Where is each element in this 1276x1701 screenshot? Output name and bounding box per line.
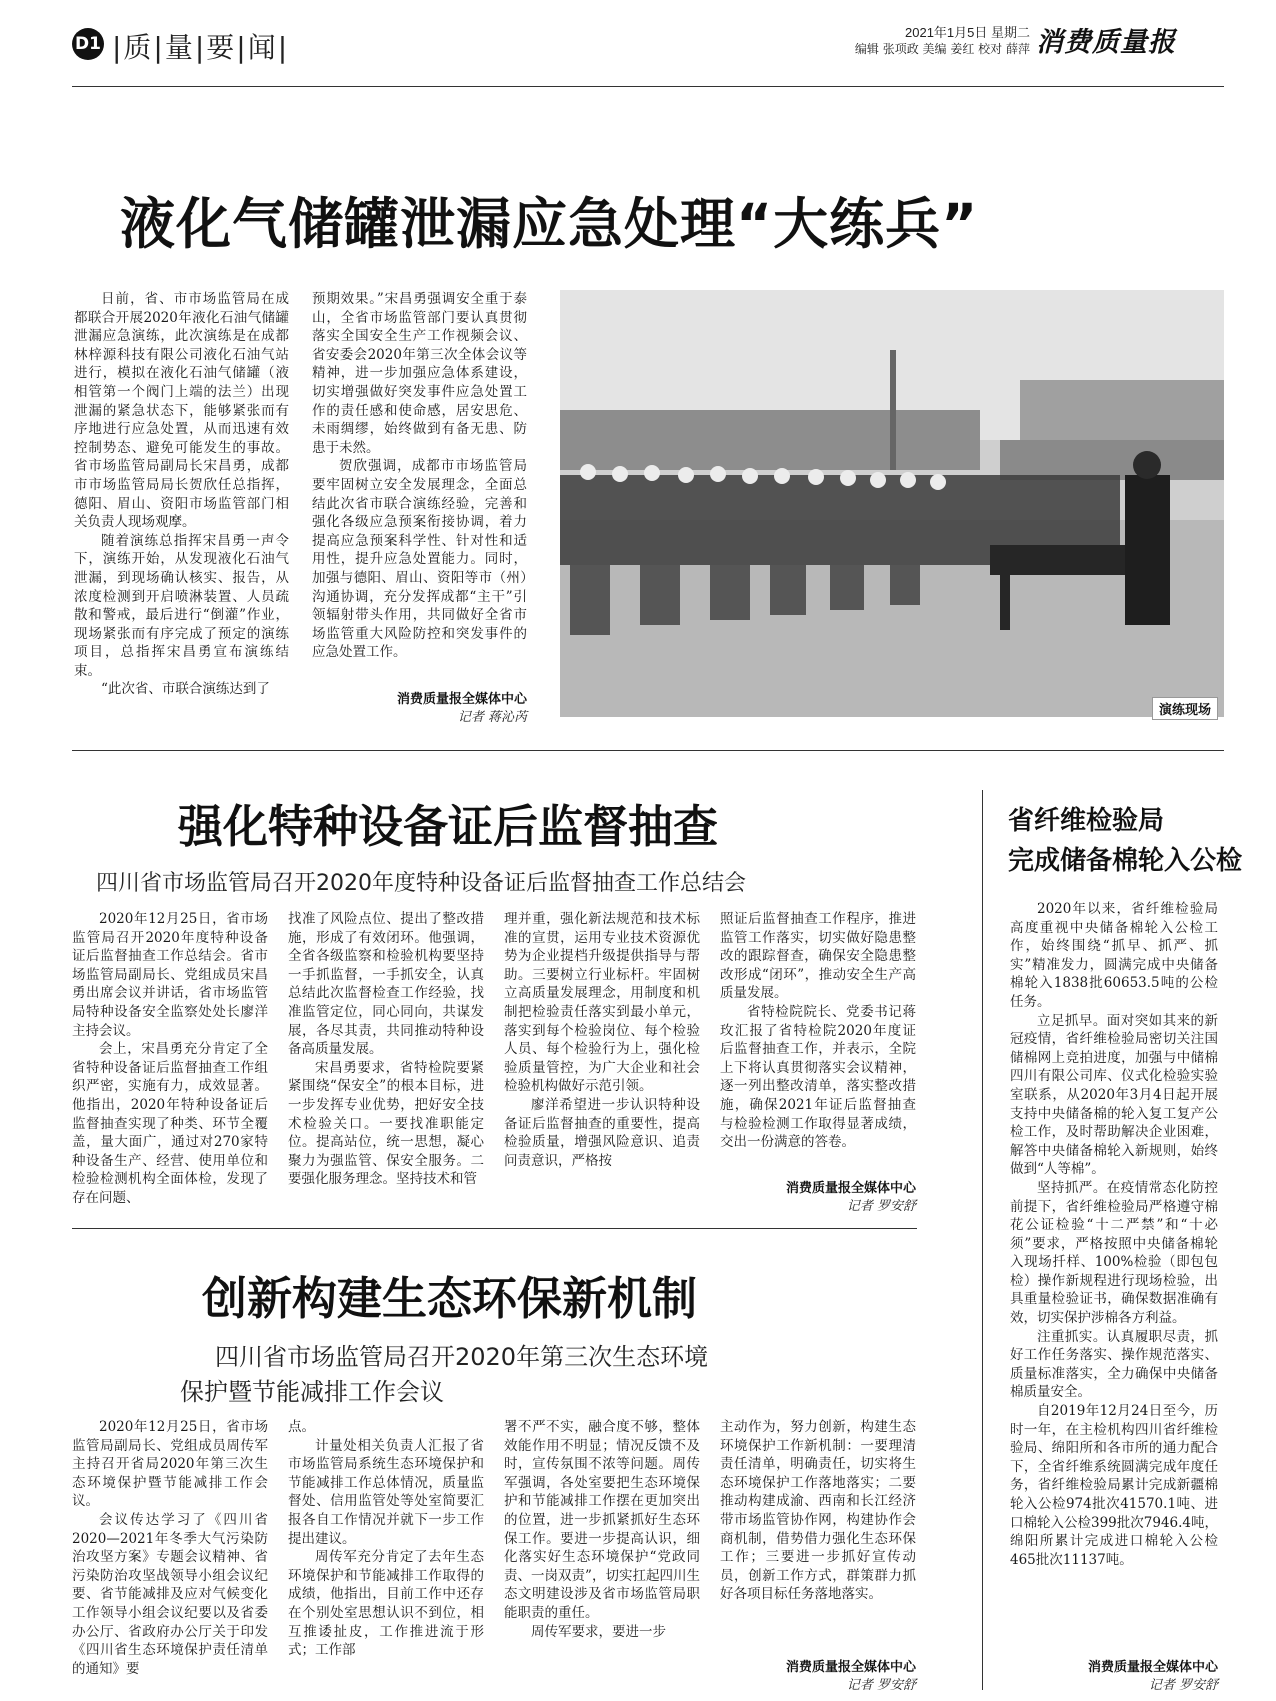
article4-paragraph: 注重抓实。认真履职尽责，抓好工作任务落实、操作规范落实、质量标准落实，全力确保中央储备棉质量安全。 xyxy=(1010,1328,1218,1401)
article2-source: 消费质量报全媒体中心 xyxy=(785,1181,916,1196)
article4-title-line2: 完成储备棉轮入公检 xyxy=(1008,846,1243,876)
article2-paragraph: 廖洋希望进一步认识特种设备证后监督抽查的重要性，提高检验质量，增强风险意识、追责问责意识，严格按 xyxy=(504,1096,700,1169)
article2-title: 强化特种设备证后监督抽查 xyxy=(178,800,719,853)
article1-paragraph: “此次省、市联合演练达到了 xyxy=(101,681,270,698)
article3-paragraph: 2020年12月25日，省市场监管局副局长、党组成员周传军主持召开省局2020年第三次生态环境保护暨节能减排工作会议。 xyxy=(72,1419,268,1510)
article1-column-1 xyxy=(74,290,289,722)
article3-paragraph: 周传军要求，要进一步 xyxy=(531,1623,666,1640)
article3-paragraph: 主动作为，努力创新，构建生态环境保护工作新机制：一要理清责任清单，明确责任，切实将生态环境保护工作落地落实；二要推动构建成渝、西南和长江经济带市场监管协作网，构建协作会商机制，借势借力强化生态环保工作；三要进一步抓好宣传动员，创新工作方式，群策群力抓好各项目标任务落地落实。 xyxy=(720,1419,916,1603)
issue-date: 2021年1月5日 星期二 xyxy=(905,25,1030,40)
article3-paragraph: 计量处相关负责人汇报了省市场监管局系统生态环境保护和节能减排工作总体情况，质量监督处、信用监管处等处室简要汇报各自工作情况并就下一步工作提出建议。 xyxy=(288,1437,484,1547)
article1-column-2 xyxy=(312,290,527,685)
article3-subtitle-line1: 四川省市场监管局召开2020年第三次生态环境 xyxy=(215,1343,709,1371)
article3-column-1 xyxy=(72,1418,268,1698)
article3-subtitle-line2: 保护暨节能减排工作会议 xyxy=(180,1378,444,1406)
article1-paragraph: 贺欣强调，成都市市场监管局要牢固树立安全发展理念，全面总结此次省市联合演练经验，完善和强化各级应急预案衔接协调，着力提高应急预案科学性、针对性和适用性，提升应急处置能力。同时，加强与德阳、眉山、资阳等市（州）沟通协调，充分发挥成都“主干”引领辐射带头作用，共同做好全省市场监管重大风险防控和突发事件的应急处置工作。 xyxy=(312,458,527,661)
article3-column-2 xyxy=(288,1418,484,1698)
column-divider xyxy=(982,790,983,1690)
article1-reporter: 记者 蒋沁芮 xyxy=(457,710,527,725)
article4-paragraph: 坚持抓严。在疫情常态化防控前提下，省纤维检验局严格遵守棉花公证检验“十二严禁”和“十必须”要求，严格按照中央储备棉轮入现场扦样、100%检验（即包包检）操作新规程进行现场检验，出具重量检验证书，确保数据准确有效，切实保护涉棉各方利益。 xyxy=(1010,1179,1218,1327)
article2-paragraph: 找准了风险点位、提出了整改措施，形成了有效闭环。他强调，全省各级监察和检验机构要坚持一手抓监督，一手抓安全，认真总结此次监督检查工作经验，找准监管定位，同心同向，共谋发展，各尽其责，共同推动特种设备高质量发展。 xyxy=(288,911,484,1058)
article2-paragraph: 照证后监督抽查工作程序，推进监管工作落实，切实做好隐患整改的跟踪督查，确保安全隐患整改形成“闭环”，推动安全生产高质量发展。 xyxy=(720,911,916,1002)
section-badge: D1 xyxy=(72,28,104,60)
article3-source: 消费质量报全媒体中心 xyxy=(785,1660,916,1675)
article2-column-4 xyxy=(720,910,916,1175)
article2-paragraph: 2020年12月25日，省市场监管局召开2020年度特种设备证后监督抽查工作总结会。省市场监管局副局长、党组成员宋昌勇出席会议并讲话，省市场监管局特种设备安全监察处处长廖洋主持会议。 xyxy=(72,911,268,1039)
article3-paragraph: 会议传达学习了《四川省2020—2021年冬季大气污染防治攻坚方案》专题会议精神、省污染防治攻坚战领导小组会议纪要、省节能减排及应对气候变化工作领导小组会议纪要以及省委办公厅、省政府办公厅关于印发《四川省生态环境保护责任清单的通知》要 xyxy=(72,1511,268,1677)
article3-paragraph: 点。 xyxy=(288,1419,315,1435)
article2-reporter: 记者 罗安舒 xyxy=(846,1199,916,1214)
article1-source: 消费质量报全媒体中心 xyxy=(396,692,527,707)
article2-paragraph: 宋昌勇要求，省特检院要紧紧围绕“保安全”的根本目标，进一步发挥专业优势，把好安全技术检验关口。一要找准职能定位。提高站位，统一思想，凝心聚力为强监管、保安全服务。二要强化服务理念。坚持技术和管 xyxy=(288,1059,484,1188)
article2-subtitle: 四川省市场监管局召开2020年度特种设备证后监督抽查工作总结会 xyxy=(96,871,746,896)
article1-paragraph: 随着演练总指挥宋昌勇一声令下，演练开始，从发现液化石油气泄漏，到现场确认核实、报告，从浓度检测到开启喷淋装置、人员疏散和警戒，最后进行“倒灌”作业，现场紧张而有序完成了预定的演练项目，总指挥宋昌勇宣布演练结束。 xyxy=(74,532,289,679)
article4-paragraph: 2020年以来，省纤维检验局高度重视中央储备棉轮入公检工作，始终围绕“抓早、抓严、抓实”精准发力，圆满完成中央储备棉轮入1838批60653.5吨的公检任务。 xyxy=(1010,901,1218,1010)
article4-paragraph: 立足抓早。面对突如其来的新冠疫情，省纤维检验局密切关注国储棉网上竞拍进度，加强与中储棉四川有限公司库、仪式化检验实验室联系，从2020年3月4日起开展支持中央储备棉的轮入复工复产公检工作，及时帮助解决企业困难，解答中央储备棉轮入新规则，始终做到“人等棉”。 xyxy=(1010,1012,1218,1178)
article1-title: 液化气储罐泄漏应急处理“大练兵” xyxy=(120,192,979,256)
article3-column-4 xyxy=(720,1418,916,1650)
article2-column-2 xyxy=(288,910,484,1212)
article4-body xyxy=(1010,900,1218,1652)
article4-reporter: 记者 罗安舒 xyxy=(1148,1678,1218,1693)
section-rule-2 xyxy=(72,1228,917,1229)
section-rule-1 xyxy=(72,750,1224,751)
photo-caption: 演练现场 xyxy=(1152,697,1218,720)
article1-paragraph: 日前，省、市市场监管局在成都联合开展2020年液化石油气储罐泄漏应急演练，此次演练是在成都林梓源科技有限公司液化石油气站进行，模拟在液化石油气储罐（液相管第一个阀门上端的法兰）出现泄漏的紧急状态下，能够紧张而有序地进行应急处置，从而迅速有效控制势态、避免可能发生的事故。省市场监管局副局长宋昌勇，成都市市场监管局局长贺欣任总指挥，德阳、眉山、资阳市场监管部门相关负责人现场观摩。 xyxy=(74,291,289,531)
article3-reporter: 记者 罗安舒 xyxy=(846,1678,916,1693)
drill-photo-image xyxy=(560,290,1224,717)
article4-title-line1: 省纤维检验局 xyxy=(1008,806,1165,836)
article3-column-3 xyxy=(504,1418,700,1698)
article2-column-3 xyxy=(504,910,700,1212)
article3-title: 创新构建生态环保新机制 xyxy=(202,1272,698,1325)
newspaper-masthead: 消费质量报 xyxy=(1036,27,1176,58)
article3-paragraph: 署不严不实，融合度不够，整体效能作用不明显；情况反馈不及时，宣传氛围不浓等问题。周传军强调，各处室要把生态环境保护和节能减排工作摆在更加突出的位置，进一步抓紧抓好生态环保工作。要进一步提高认识，细化落实好生态环境保护“党政同责、一岗双责”，切实扛起四川生态文明建设涉及省市场监管局职能职责的重任。 xyxy=(504,1419,700,1621)
article4-paragraph: 自2019年12月24日至今，历时一年，在主检机构四川省纤维检验局、绵阳所和各市所的通力配合下，全省纤维系统圆满完成年度任务，省纤维检验局累计完成新疆棉轮入公检974批次41570.1吨、进口棉轮入公检399批次7946.4吨，绵阳所累计完成进口棉轮入公检465批次11137吨。 xyxy=(1010,1403,1218,1568)
article3-paragraph: 周传军充分肯定了去年生态环境保护和节能减排工作取得的成绩，他指出，目前工作中还存在个别处室思想认识不到位，相互推诿扯皮，工作推进流于形式；工作部 xyxy=(288,1549,484,1659)
article2-column-1 xyxy=(72,910,268,1212)
article2-paragraph: 理并重，强化新法规范和技术标准的宣贯，运用专业技术资源优势为企业提档升级提供指导与帮助。三要树立行业标杆。牢固树立高质量发展理念，用制度和机制把检验责任落实到最小单元，落实到每个检验岗位、每个检验人员、每个检验行为上，强化检验质量管控，为广大企业和社会检验机构做好示范引领。 xyxy=(504,911,700,1095)
article4-source: 消费质量报全媒体中心 xyxy=(1087,1660,1218,1675)
article1-paragraph: 预期效果。”宋昌勇强调安全重于泰山，全省市场监管部门要认真贯彻落实全国安全生产工作视频会议、省安委会2020年第三次全体会议等精神，进一步加强应急体系建设，切实增强做好突发事件应急处置工作的责任感和使命感，居安思危、未雨绸缪，始终做到有备无患、防患于未然。 xyxy=(312,291,527,456)
editor-credits: 编辑 张项政 美编 姜红 校对 薛萍 xyxy=(854,42,1030,56)
article2-paragraph: 会上，宋昌勇充分肯定了全省特种设备证后监督抽查工作组织严密，实施有力，成效显著。他指出，2020年特种设备证后监督抽查实现了种类、环节全覆盖，量大面广，通过对270家特种设备生产、经营、使用单位和检验检测机构全面体检，发现了存在问题、 xyxy=(72,1041,268,1206)
drill-photo xyxy=(560,290,1224,717)
section-name: |质|量|要|闻| xyxy=(112,31,290,64)
header-rule xyxy=(72,86,1224,87)
article2-paragraph: 省特检院院长、党委书记蒋玫汇报了省特检院2020年度证后监督抽查工作，并表示，全院上下将认真贯彻落实会议精神，逐一列出整改清单，落实整改措施，确保2021年证后监督抽查与检验检测工作取得显著成绩，交出一份满意的答卷。 xyxy=(720,1003,916,1151)
